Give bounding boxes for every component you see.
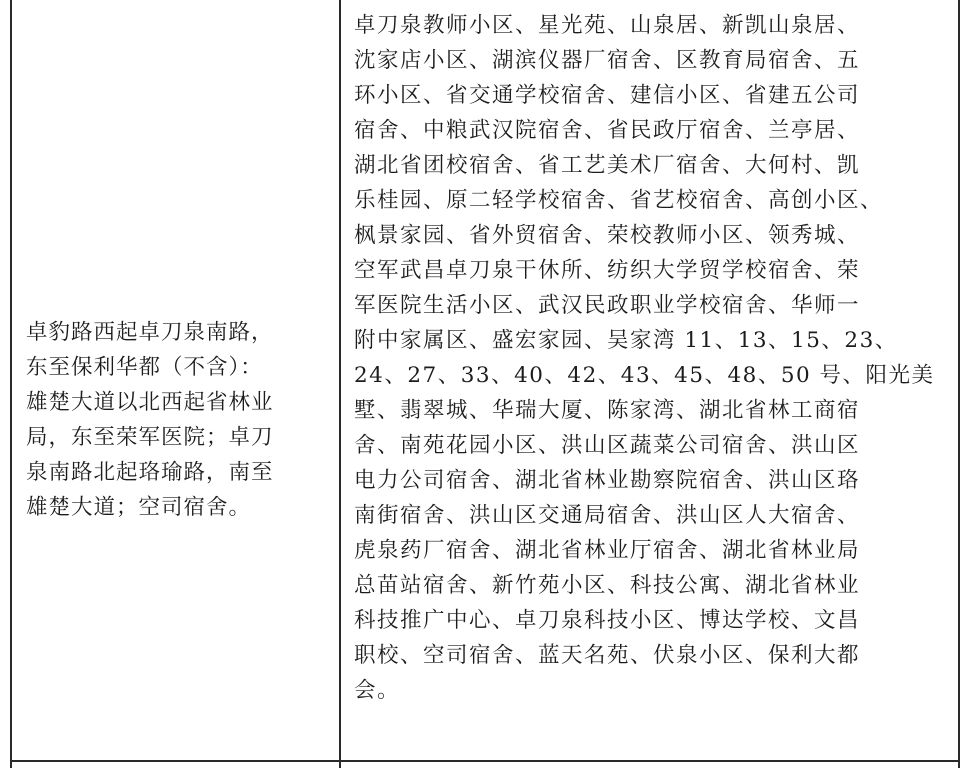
residential-list-line: 枫景家园、省外贸宿舍、荣校教师小区、领秀城、 <box>354 223 861 248</box>
area-description-cell <box>26 280 326 525</box>
table-border-middle <box>339 0 341 768</box>
residential-list-line: 沈家店小区、湖滨仪器厂宿舍、区教育局宿舍、五 <box>354 48 861 73</box>
area-description-line: 卓豹路西起卓刀泉南路， <box>26 320 274 345</box>
table-border-right <box>958 0 960 768</box>
residential-list-line: 舍、南苑花园小区、洪山区蔬菜公司宿舍、洪山区 <box>354 433 861 458</box>
residential-list-line: 乐桂园、原二轻学校宿舍、省艺校宿舍、高创小区、 <box>354 188 884 213</box>
area-description-line: 局，东至荣军医院；卓刀 <box>26 425 274 450</box>
residential-list-line: 空军武昌卓刀泉干休所、纺织大学贸学校宿舍、荣 <box>354 258 861 283</box>
area-description-line: 雄楚大道；空司宿舍。 <box>26 495 252 520</box>
residential-list-line: 军医院生活小区、武汉民政职业学校宿舍、华师一 <box>354 293 861 318</box>
residential-list-line: 总苗站宿舍、新竹苑小区、科技公寓、湖北省林业 <box>354 573 861 598</box>
residential-list-line: 会。 <box>354 678 401 703</box>
residential-list-line: 湖北省团校宿舍、省工艺美术厂宿舍、大何村、凯 <box>354 153 861 178</box>
table-border-bottom <box>10 760 960 762</box>
area-description-line: 东至保利华都（不含）： <box>26 355 263 380</box>
residential-list-line: 宿舍、中粮武汉院宿舍、省民政厅宿舍、兰亭居、 <box>354 118 861 143</box>
residential-list-line: 附中家属区、盛宏家园、吴家湾 11、13、15、23、 <box>354 328 898 353</box>
area-description-line: 泉南路北起珞瑜路，南至 <box>26 460 274 485</box>
residential-list-cell <box>354 8 954 708</box>
residential-list-line: 电力公司宿舍、湖北省林业勘察院宿舍、洪山区珞 <box>354 468 861 493</box>
residential-list-line: 科技推广中心、卓刀泉科技小区、博达学校、文昌 <box>354 608 861 633</box>
table-border-left <box>10 0 12 768</box>
residential-list-line: 卓刀泉教师小区、星光苑、山泉居、新凯山泉居、 <box>354 13 861 38</box>
residential-list-line: 环小区、省交通学校宿舍、建信小区、省建五公司 <box>354 83 861 108</box>
residential-list-line: 职校、空司宿舍、蓝天名苑、伏泉小区、保利大都 <box>354 643 861 668</box>
residential-list-line: 24、27、33、40、42、43、45、48、50 号、阳光美 <box>354 363 935 388</box>
residential-list-line: 虎泉药厂宿舍、湖北省林业厅宿舍、湖北省林业局 <box>354 538 861 563</box>
residential-list-line: 南街宿舍、洪山区交通局宿舍、洪山区人大宿舍、 <box>354 503 861 528</box>
residential-list-line: 墅、翡翠城、华瑞大厦、陈家湾、湖北省林工商宿 <box>354 398 861 423</box>
area-description-line: 雄楚大道以北西起省林业 <box>26 390 274 415</box>
